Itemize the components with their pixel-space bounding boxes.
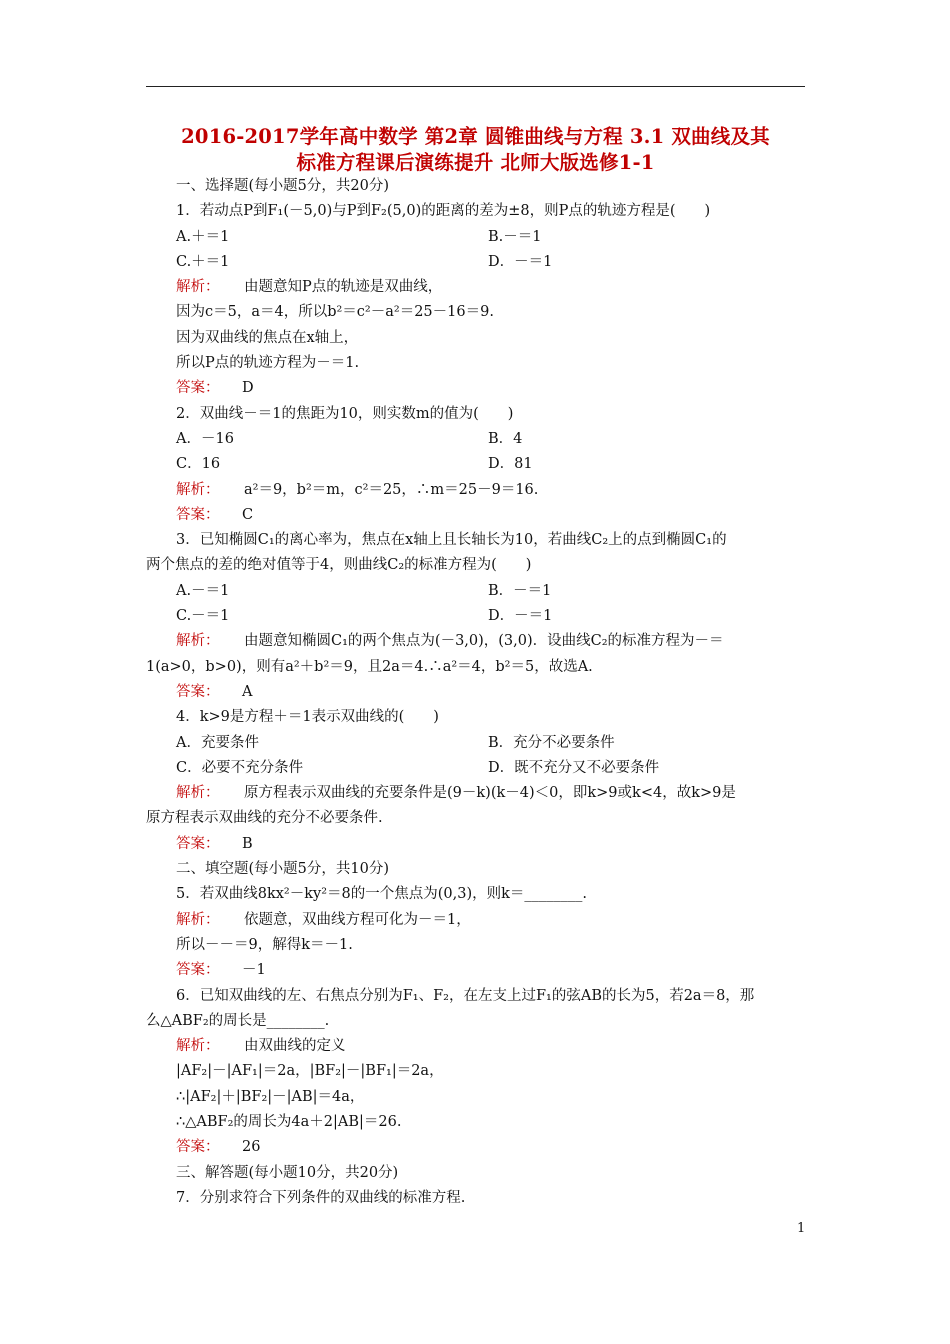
section-heading: 三、解答题(每小题10分，共20分) xyxy=(176,1164,399,1181)
analysis-line: ∴△ABF₂的周长为4a＋2|AB|＝26. xyxy=(176,1113,402,1130)
option-row xyxy=(146,756,805,781)
page-number: 1 xyxy=(797,1221,806,1236)
option-d: D．81 xyxy=(488,456,533,473)
analysis-label: 解析： xyxy=(176,911,220,928)
section-heading: 二、填空题(每小题5分，共10分) xyxy=(176,861,389,878)
title-line-2: 标准方程课后演练提升 北师大版选修1-1 xyxy=(296,151,655,174)
question-stem: 2．双曲线－＝1的焦距为10，则实数m的值为( ) xyxy=(176,405,514,422)
option-a: A．－16 xyxy=(176,430,234,447)
option-a: A.＋＝1 xyxy=(176,228,230,245)
analysis-line: 解析： 原方程表示双曲线的充要条件是(9－k)(k－4)＜0，即k>9或k<4，故k>9是 xyxy=(146,781,805,806)
option-b: B．充分不必要条件 xyxy=(488,734,615,751)
option-c: C.－＝1 xyxy=(176,608,230,625)
answer-label: 答案： xyxy=(176,835,220,852)
analysis-line: 原方程表示双曲线的充分不必要条件. xyxy=(146,810,383,827)
answer-line: 答案： B xyxy=(146,832,805,857)
analysis-line: |AF₂|－|AF₁|＝2a，|BF₂|－|BF₁|＝2a， xyxy=(176,1063,444,1080)
option-b: B．4 xyxy=(488,430,523,447)
option-row xyxy=(146,427,805,452)
option-b: B.－＝1 xyxy=(488,228,542,245)
option-row xyxy=(146,225,805,250)
section-heading: 一、选择题(每小题5分，共20分) xyxy=(176,178,389,194)
answer-label: 答案： xyxy=(176,380,220,397)
option-b: B．－＝1 xyxy=(488,582,552,599)
option-a: A．充要条件 xyxy=(176,734,259,751)
option-c: C．必要不充分条件 xyxy=(176,759,304,776)
answer-line: 答案： 26 xyxy=(146,1135,805,1160)
document-title xyxy=(146,124,805,176)
question-stem-cont: 么△ABF₂的周长是________. xyxy=(146,1012,330,1029)
option-row xyxy=(146,731,805,756)
question-stem: 1．若动点P到F₁(－5,0)与P到F₂(5,0)的距离的差为±8，则P点的轨迹方程是( ) xyxy=(176,203,711,220)
option-row xyxy=(146,579,805,604)
analysis-line: 因为双曲线的焦点在x轴上， xyxy=(176,329,359,346)
answer-label: 答案： xyxy=(176,1139,220,1156)
analysis-line: 所以－－＝9，解得k＝－1. xyxy=(176,936,353,953)
option-d: D．－＝1 xyxy=(488,608,553,625)
answer-line: 答案： C xyxy=(146,503,805,528)
analysis-line: 因为c＝5，a＝4，所以b²＝c²－a²＝25－16＝9. xyxy=(176,304,494,321)
answer-label: 答案： xyxy=(176,683,220,700)
title-line-1: 2016-2017学年高中数学 第2章 圆锥曲线与方程 3.1 双曲线及其 xyxy=(181,125,770,148)
analysis-label: 解析： xyxy=(176,279,220,296)
question-stem: 7．分别求符合下列条件的双曲线的标准方程. xyxy=(176,1189,466,1206)
option-d: D．－＝1 xyxy=(488,253,553,270)
analysis-line: 所以P点的轨迹方程为－＝1. xyxy=(176,355,360,372)
option-row xyxy=(146,452,805,477)
option-a: A.－＝1 xyxy=(176,582,230,599)
question-stem-cont: 两个焦点的差的绝对值等于4，则曲线C₂的标准方程为( ) xyxy=(146,557,532,574)
question-stem: 3．已知椭圆C₁的离心率为，焦点在x轴上且长轴长为10，若曲线C₂上的点到椭圆C₁的 xyxy=(176,532,727,549)
answer-label: 答案： xyxy=(176,506,220,523)
analysis-line: 解析： 由双曲线的定义 xyxy=(146,1034,805,1059)
analysis-label: 解析： xyxy=(176,1038,220,1055)
question-stem: 5．若双曲线8kx²－ky²＝8的一个焦点为(0,3)，则k＝________. xyxy=(176,886,588,903)
answer-line: 答案： D xyxy=(146,376,805,401)
analysis-line: 解析： 由题意知椭圆C₁的两个焦点为(－3,0)，(3,0)．设曲线C₂的标准方程为－＝ xyxy=(146,629,805,654)
answer-line: 答案： A xyxy=(146,680,805,705)
analysis-label: 解析： xyxy=(176,785,220,802)
option-d: D．既不充分又不必要条件 xyxy=(488,759,660,776)
analysis-line: 1(a>0，b>0)，则有a²＋b²＝9，且2a＝4.∴a²＝4，b²＝5，故选A. xyxy=(146,658,593,675)
analysis-line: 解析： a²＝9，b²＝m，c²＝25，∴m＝25－9＝16. xyxy=(146,478,805,503)
option-c: C．16 xyxy=(176,456,221,473)
analysis-line: 解析： 由题意知P点的轨迹是双曲线， xyxy=(146,275,805,300)
analysis-line: 解析： 依题意，双曲线方程可化为－＝1， xyxy=(146,908,805,933)
header-rule xyxy=(146,86,805,87)
answer-line: 答案： －1 xyxy=(146,958,805,983)
question-stem: 4．k>9是方程＋＝1表示双曲线的( ) xyxy=(176,709,439,726)
question-stem: 6．已知双曲线的左、右焦点分别为F₁、F₂，在左支上过F₁的弦AB的长为5，若2a＝8，那 xyxy=(176,987,755,1004)
analysis-line: ∴|AF₂|＋|BF₂|－|AB|＝4a， xyxy=(176,1088,365,1105)
analysis-label: 解析： xyxy=(176,633,220,650)
document-body xyxy=(146,174,805,1211)
option-c: C.＋＝1 xyxy=(176,253,230,270)
analysis-label: 解析： xyxy=(176,481,220,498)
option-row xyxy=(146,250,805,275)
answer-label: 答案： xyxy=(176,962,220,979)
option-row xyxy=(146,604,805,629)
